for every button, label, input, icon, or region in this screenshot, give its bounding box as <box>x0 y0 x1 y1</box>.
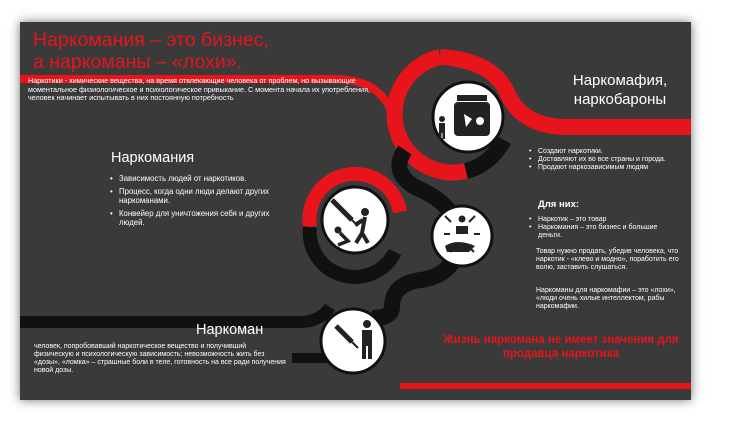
addiction-bullet: • Зависимость людей от наркотиков. <box>110 174 286 184</box>
addict-heading: Наркоман <box>196 322 264 338</box>
fools-paragraph: Наркоманы для наркомафии – это «лохи», «люди очень хилые интеллектом, рабы наркомафии. <box>536 287 676 310</box>
addict-circle <box>321 309 385 373</box>
for-them-heading: Для них: <box>538 199 580 210</box>
for-them-bullet: • Наркомания – это бизнес и большие деньги. <box>529 224 679 240</box>
slogan: Жизнь наркомана не имеет значения для продавца наркотика <box>443 334 679 360</box>
page-title-line1: Наркомания – это бизнес, <box>33 29 269 51</box>
mafia-circle <box>433 82 503 152</box>
mafia-bullet: • Продают наркозависимым людям <box>529 164 679 172</box>
mafia-bullet-list <box>529 148 679 172</box>
mafia-heading: Наркомафия, наркобароны <box>572 72 668 108</box>
addict-description: человек, попробовавший наркотическое вещество и получивший физическую и психологическую зависимость; невозможность жить без «дозы», «ломка» – страшные боли в теле, готовность на все ради получения новой дозы. <box>34 343 286 374</box>
infographic-card <box>20 22 691 400</box>
mafia-bullet: • Создают наркотики. <box>529 148 679 156</box>
addiction-bullet-list <box>110 174 286 231</box>
sell-paragraph: Товар нужно продать, убедив человека, что наркотик - «клево и модно», поработить его волю, заставить слушаться. <box>536 248 679 271</box>
addict-black-bar <box>20 307 330 322</box>
mafia-bullet: • Доставляют их во все страны и города. <box>529 156 679 164</box>
addiction-bullet: • Конвейер для уничтожения себя и других людей. <box>110 209 286 228</box>
page-title-line2: а наркоманы – «лохи». <box>33 51 243 73</box>
addiction-bullet: • Процесс, когда одни люди делают других наркоманами. <box>110 187 286 206</box>
for-them-bullet: • Наркотик – это товар <box>529 216 679 224</box>
addiction-heading: Наркомания <box>111 150 195 166</box>
for-them-bullet-list <box>529 216 679 240</box>
money-circle <box>432 206 492 266</box>
addiction-circle <box>322 187 388 253</box>
intro-text: Наркотики - химические вещества, на время отвлекающие человека от проблем, но вызывающие моментальное физиологическое и психологическое привыкание. С момента начала их употребления, человек начинает испытывать в них постоянную потребность <box>28 76 370 103</box>
